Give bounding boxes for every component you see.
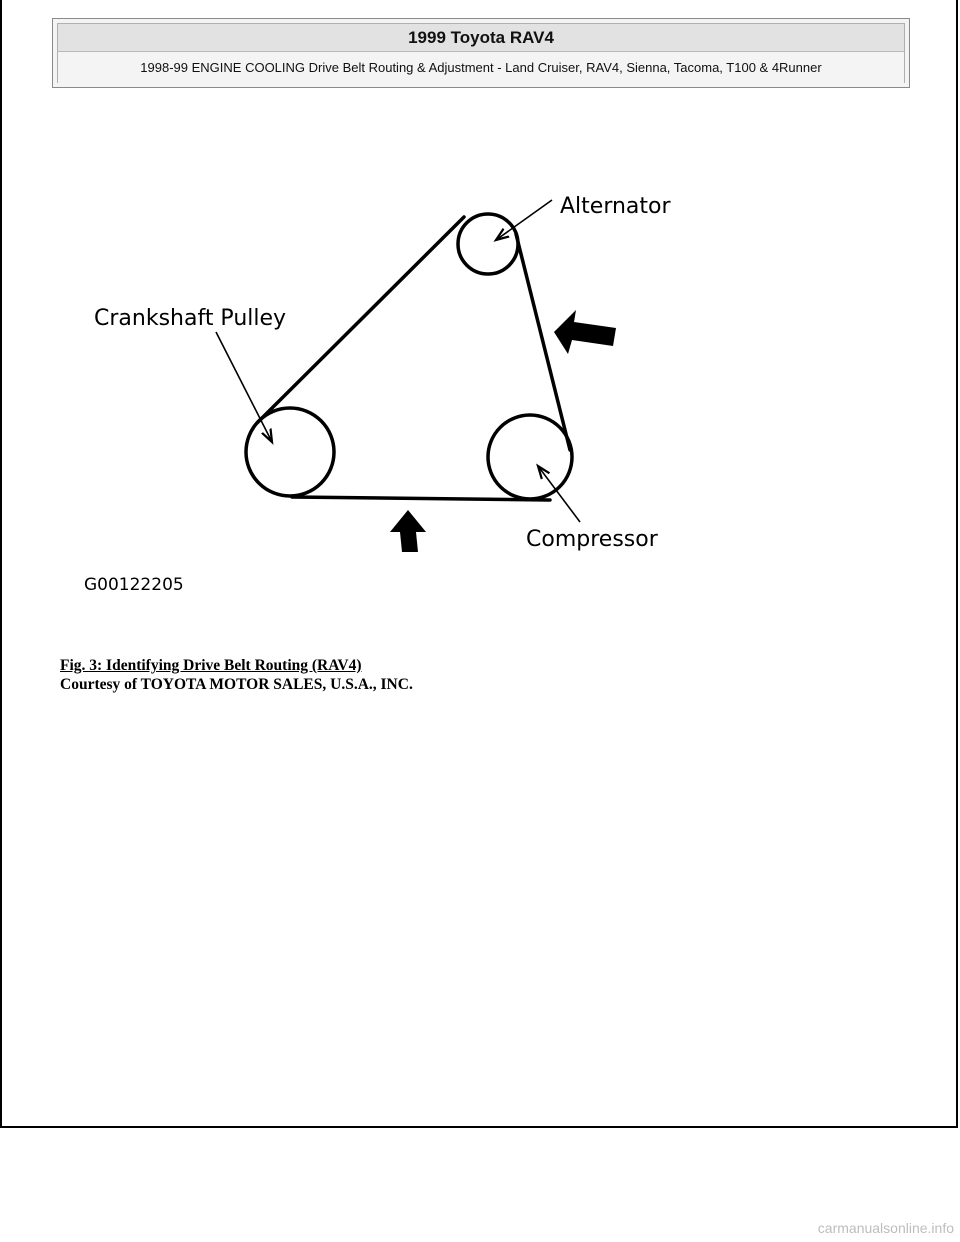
page-header	[52, 18, 910, 88]
figure-title[interactable]: Fig. 3: Identifying Drive Belt Routing (RAV4)	[60, 657, 362, 674]
header-title: 1999 Toyota RAV4	[58, 24, 904, 52]
drive-belt	[258, 217, 570, 500]
inspection-arrow-bottom	[390, 510, 426, 552]
compressor-label: Compressor	[526, 527, 658, 552]
header-inner	[57, 23, 905, 83]
figure-id: G00122205	[84, 575, 184, 595]
alternator-pulley	[458, 214, 518, 274]
header-subtitle: 1998-99 ENGINE COOLING Drive Belt Routing & Adjustment - Land Cruiser, RAV4, Sienna, Tacoma, T100 & 4Runner	[58, 52, 904, 84]
watermark: carmanualsonline.info	[817, 1220, 954, 1236]
belt-routing-diagram	[60, 160, 760, 620]
figure-caption	[60, 656, 413, 694]
crankshaft-label: Crankshaft Pulley	[94, 306, 287, 331]
alternator-label: Alternator	[560, 194, 671, 219]
crankshaft-leader	[216, 332, 272, 442]
compressor-pulley	[488, 415, 572, 499]
belt-routing-figure	[60, 160, 760, 620]
inspection-arrow-side	[554, 310, 616, 354]
compressor-leader	[538, 466, 580, 522]
figure-courtesy: Courtesy of TOYOTA MOTOR SALES, U.S.A., INC.	[60, 676, 413, 693]
